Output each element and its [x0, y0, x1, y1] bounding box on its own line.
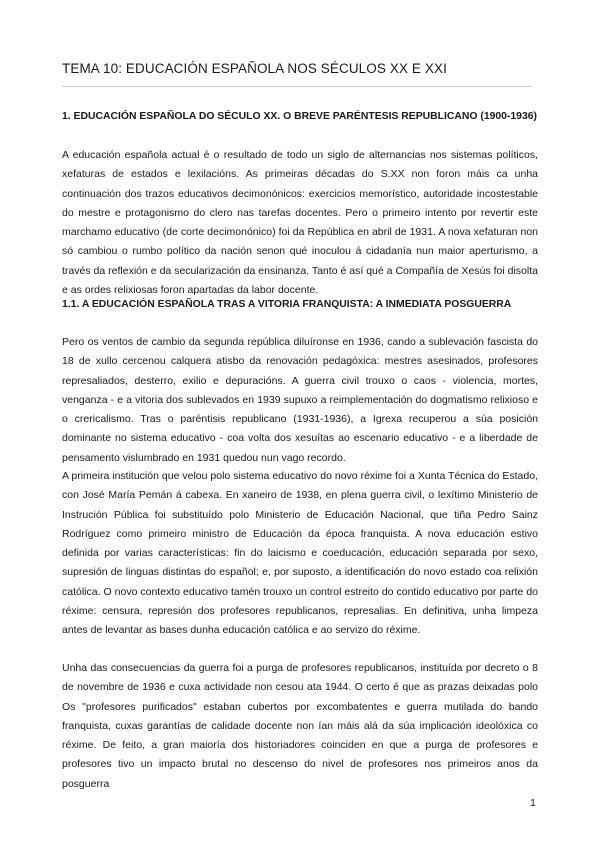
section-1-1-heading: 1.1. A EDUCACIÓN ESPAÑOLA TRAS A VITORIA FRANQUISTA: A INMEDIATA POSGUERRA	[62, 299, 512, 310]
page-number: 1	[530, 797, 536, 809]
section-1-1-paragraph-1: Pero os ventos de cambio da segunda república diluíronse en 1936, cando a sublevación fascista do 18 de xullo cercenou calquera atisbo da renovación pedagóxica: mestres asesinados, profesores represaliados, desterro, exilio e depuracións. A guerra civil trouxo o caos - violencia, mortes, venganza - e a vitoria dos sublevados en 1939 supuxo a reimplementación do dogmatismo relixioso e o crericalismo. Tras o paréntisis republicano (1931-1936), a Igrexa recuperou a súa posición dominante no sistema educativo - coa volta dos xesuítas ao escenario educativo - e a liberdade de pensamento vislumbrado en 1931 quedou nun vago recordo.	[62, 336, 538, 464]
section-1-heading: 1. EDUCACIÓN ESPAÑOLA DO SÉCULO XX. O BREVE PARÉNTESIS REPUBLICANO (1900-1936)	[62, 111, 537, 122]
document-title: TEMA 10: EDUCACIÓN ESPAÑOLA NOS SÉCULOS XX E XXI	[62, 61, 447, 76]
section-1-1-paragraph-2: A primeira institución que velou polo sistema educativo do novo réxime foi a Xunta Técnica do Estado, con José María Pemán á cabexa. En xaneiro de 1938, en plena guerra civil, o lexítimo Ministerio de Instrución Pública foi substituído polo Ministerio de Educación Nacional, que tiña Pedro Sainz Rodríguez como primeiro ministro de Educación da época franquista. A nova educación estivo definida por varias características: fin do laicismo e coeducación, educación separada por sexo, supresión de linguas distintas do español; e, por suposto, a identificación do novo estado coa relixión católica. O novo contexto educativo tamén trouxo un control estreito do contido educativo por parte do réxime: censura, represión dos profesores republicanos, represalias. En definitiva, unha limpeza antes de levantar as bases dunha educación católica e ao servizo do réxime.	[62, 470, 538, 637]
section-1-1-paragraph-3: Unha das consecuencias da guerra foi a purga de profesores republicanos, instituída por decreto o 8 de novembre de 1936 e cuxa actividade non cesou ata 1944. O certo é que as prazas deixadas polo Os "profesores purificados" estaban cubertos por excombatentes e guerra mutilada do bando franquista, cuxas garantías de calidade docente non ían máis alá da súa implicación ideolóxica co réxime. De feito, a gran maioría dos historiadores coinciden en que a purga de profesores e profesores tivo un impacto brutal no descenso do nivel de profesores nos primeiros anos da posguerra	[62, 662, 538, 790]
section-1-paragraph: A educación española actual é o resultado de todo un siglo de alternancias nos sistemas políticos, xefaturas de estados e lexilacións. As primeiras décadas do S.XX non foron máis ca unha continuación dos trazos educativos decimonónicos: exercicios memorístico, autoridade incostestable do mestre e protagonismo do clero nas tarefas docentes. Pero o primeiro intento por revertir este marchamo educativo (de corte decimonónico) foi da República en abril de 1931. A nova xefaturan non só cambiou o rumbo político da nación senon qué inoculou á cidadanía nun maior aperturismo, a través da reflexión e da secularización da ensinanza. Tanto é así qué a Compañía de Xesús foi disolta e as ordes relixiosas foron apartadas da labor docente.	[62, 149, 538, 297]
title-divider	[62, 86, 532, 87]
